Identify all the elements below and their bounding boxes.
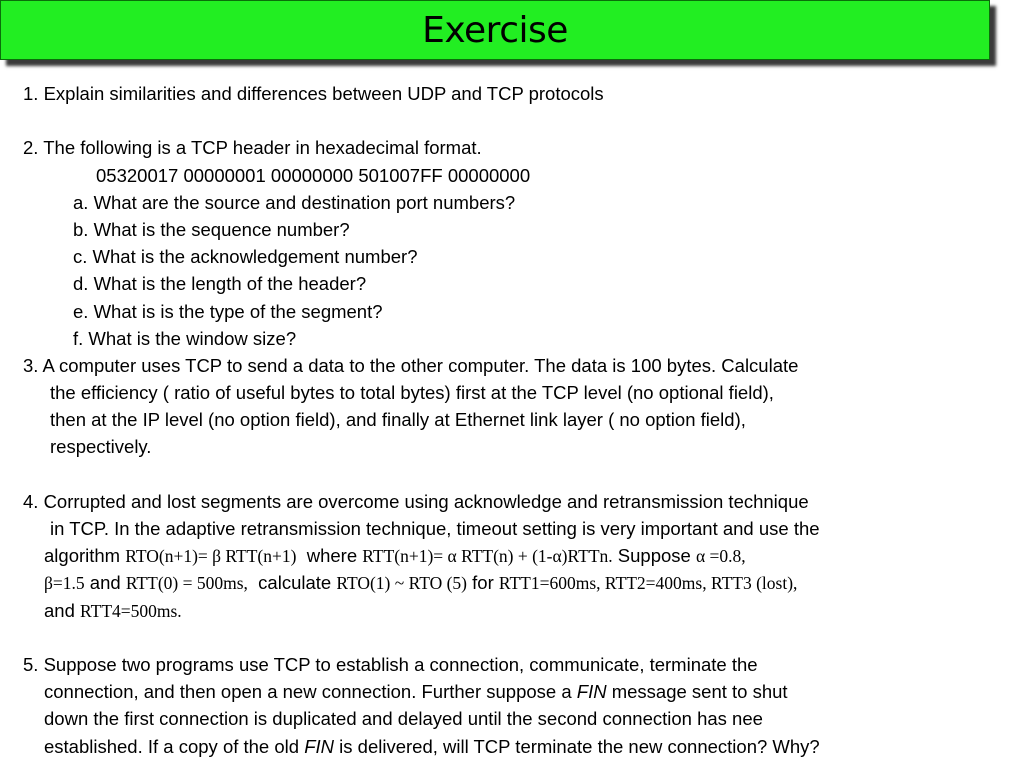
formula-beta: β=1.5 (44, 573, 85, 594)
question-4-line-4 (44, 569, 1024, 596)
text-run: and (44, 599, 81, 621)
title-bar (0, 0, 990, 60)
text-run: Suppose (612, 545, 696, 567)
tcp-header-hex: 05320017 00000001 00000000 501007FF 00000000 (96, 164, 531, 186)
question-3-line-2: the efficiency ( ratio of useful bytes to total bytes) first at the TCP level (no optional field), (50, 382, 774, 404)
question-5-line-2 (44, 678, 1024, 705)
page-title: Exercise (422, 9, 568, 51)
text-run: is delivered, will TCP terminate the new connection? Why? (334, 735, 820, 757)
formula-rtt-values: RTT1=600ms, RTT2=400ms, RTT3 (lost), (498, 573, 798, 594)
question-3-line-3: then at the IP level (no option field), and finally at Ethernet link layer ( no option field), (50, 409, 746, 431)
question-5-line-4 (44, 733, 1024, 760)
question-3-line-1: 3. A computer uses TCP to send a data to the other computer. The data is 100 bytes. Calculate (23, 354, 799, 376)
fin-term: FIN (304, 735, 335, 757)
spacer (0, 107, 1024, 134)
question-2e: e. What is is the type of the segment? (73, 300, 383, 322)
formula-rto: RTO(n+1)= β RTT(n+1) (125, 546, 297, 567)
exercise-content (0, 80, 1024, 760)
question-2f: f. What is the window size? (73, 327, 297, 349)
question-4-line-3 (44, 542, 1024, 569)
text-run: and (84, 572, 126, 594)
question-1: 1. Explain similarities and differences between UDP and TCP protocols (23, 83, 604, 104)
formula-rtt4: RTT4=500ms. (80, 600, 182, 621)
question-2-intro: 2. The following is a TCP header in hexadecimal format. (23, 137, 482, 159)
text-run: algorithm (44, 545, 126, 567)
text-run: established. If a copy of the old (44, 735, 305, 757)
text-run: for (467, 572, 499, 594)
question-2c: c. What is the acknowledgement number? (73, 246, 418, 268)
formula-rtt: RTT(n+1)= α RTT(n) + (1-α)RTTn. (362, 546, 613, 567)
text-run: where (296, 545, 363, 567)
question-5-line-3: down the first connection is duplicated and delayed until the second connection has nee (44, 708, 763, 730)
question-3-line-4: respectively. (50, 436, 152, 458)
question-4-line-2: in TCP. In the adaptive retransmission technique, timeout setting is very important and use the (50, 518, 820, 539)
question-5-line-1: 5. Suppose two programs use TCP to establish a connection, communicate, terminate the (23, 653, 758, 675)
question-2a: a. What are the source and destination port numbers? (73, 191, 516, 213)
spacer (0, 461, 1024, 488)
fin-term: FIN (576, 681, 607, 703)
text-run: calculate (247, 572, 337, 594)
spacer (0, 624, 1024, 651)
question-4-line-1: 4. Corrupted and lost segments are overcome using acknowledge and retransmission technique (23, 490, 809, 512)
question-2b: b. What is the sequence number? (73, 218, 350, 240)
formula-alpha: α =0.8, (695, 546, 746, 567)
question-4-line-5 (44, 597, 1024, 624)
formula-rto-range: RTO(1) ~ RTO (5) (336, 573, 467, 594)
question-2d: d. What is the length of the header? (73, 273, 367, 295)
text-run: connection, and then open a new connection. Further suppose a (44, 681, 577, 703)
formula-rtt0: RTT(0) = 500ms, (125, 573, 248, 594)
text-run: message sent to shut (606, 681, 788, 703)
